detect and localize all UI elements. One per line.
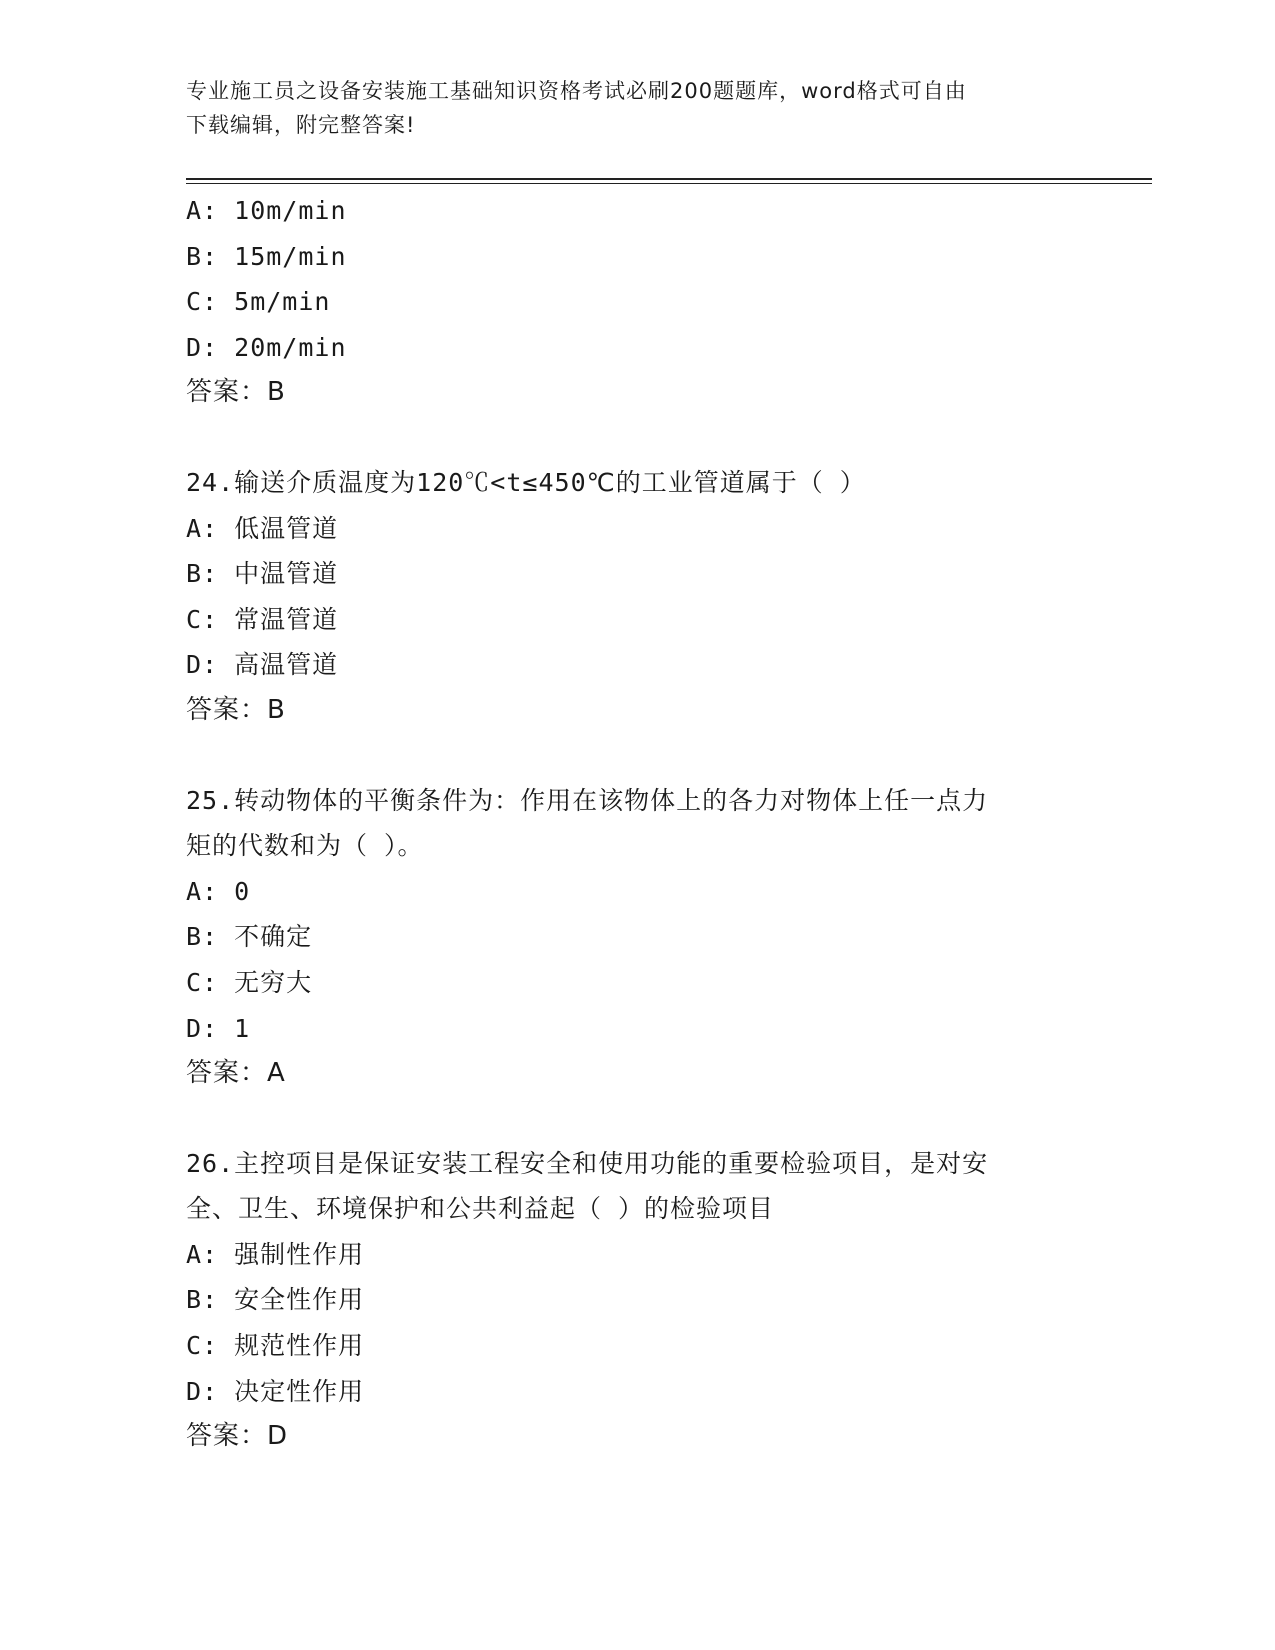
question-text: 25.转动物体的平衡条件为：作用在该物体上的各力对物体上任一点力 xyxy=(186,785,989,815)
question-block-25 xyxy=(186,778,1106,1097)
option-d: D: 20m/min xyxy=(186,332,347,362)
question-block-prev xyxy=(186,188,1106,416)
option-d: D: 1 xyxy=(186,1013,251,1043)
header-divider xyxy=(186,178,1152,184)
question-text: 24.输送介质温度为120℃<t≤450℃的工业管道属于（ ） xyxy=(186,467,866,497)
option-a: A: 强制性作用 xyxy=(186,1239,365,1269)
option-d: D: 决定性作用 xyxy=(186,1376,365,1406)
answer-line: 答案：A xyxy=(186,1058,286,1089)
option-c: C: 规范性作用 xyxy=(186,1331,365,1361)
answer-line: 答案：B xyxy=(186,377,286,408)
option-a: A: 10m/min xyxy=(186,196,347,225)
question-text: 26.主控项目是保证安装工程安全和使用功能的重要检验项目，是对安 xyxy=(186,1148,989,1178)
option-b: B: 安全性作用 xyxy=(186,1285,365,1315)
question-block-26 xyxy=(186,1141,1106,1460)
answer-line: 答案：D xyxy=(186,1421,289,1452)
option-c: C: 常温管道 xyxy=(186,604,339,634)
document-header xyxy=(186,74,1086,142)
option-b: B: 不确定 xyxy=(186,922,313,952)
option-b: B: 中温管道 xyxy=(186,559,339,589)
option-a: A: 0 xyxy=(186,876,251,906)
option-c: C: 5m/min xyxy=(186,287,331,317)
option-a: A: 低温管道 xyxy=(186,513,339,543)
question-block-24 xyxy=(186,460,1106,734)
header-line-1: 专业施工员之设备安装施工基础知识资格考试必刷200题题库，word格式可自由 xyxy=(186,79,967,103)
question-text-cont: 矩的代数和为（ ）。 xyxy=(186,831,424,861)
option-c: C: 无穷大 xyxy=(186,967,313,997)
answer-line: 答案：B xyxy=(186,694,286,725)
header-line-2: 下载编辑，附完整答案! xyxy=(186,113,416,137)
option-d: D: 高温管道 xyxy=(186,650,339,680)
option-b: B: 15m/min xyxy=(186,241,347,271)
question-text-cont: 全、卫生、环境保护和公共利益起（ ）的检验项目 xyxy=(186,1194,775,1224)
question-list xyxy=(186,188,1106,1460)
